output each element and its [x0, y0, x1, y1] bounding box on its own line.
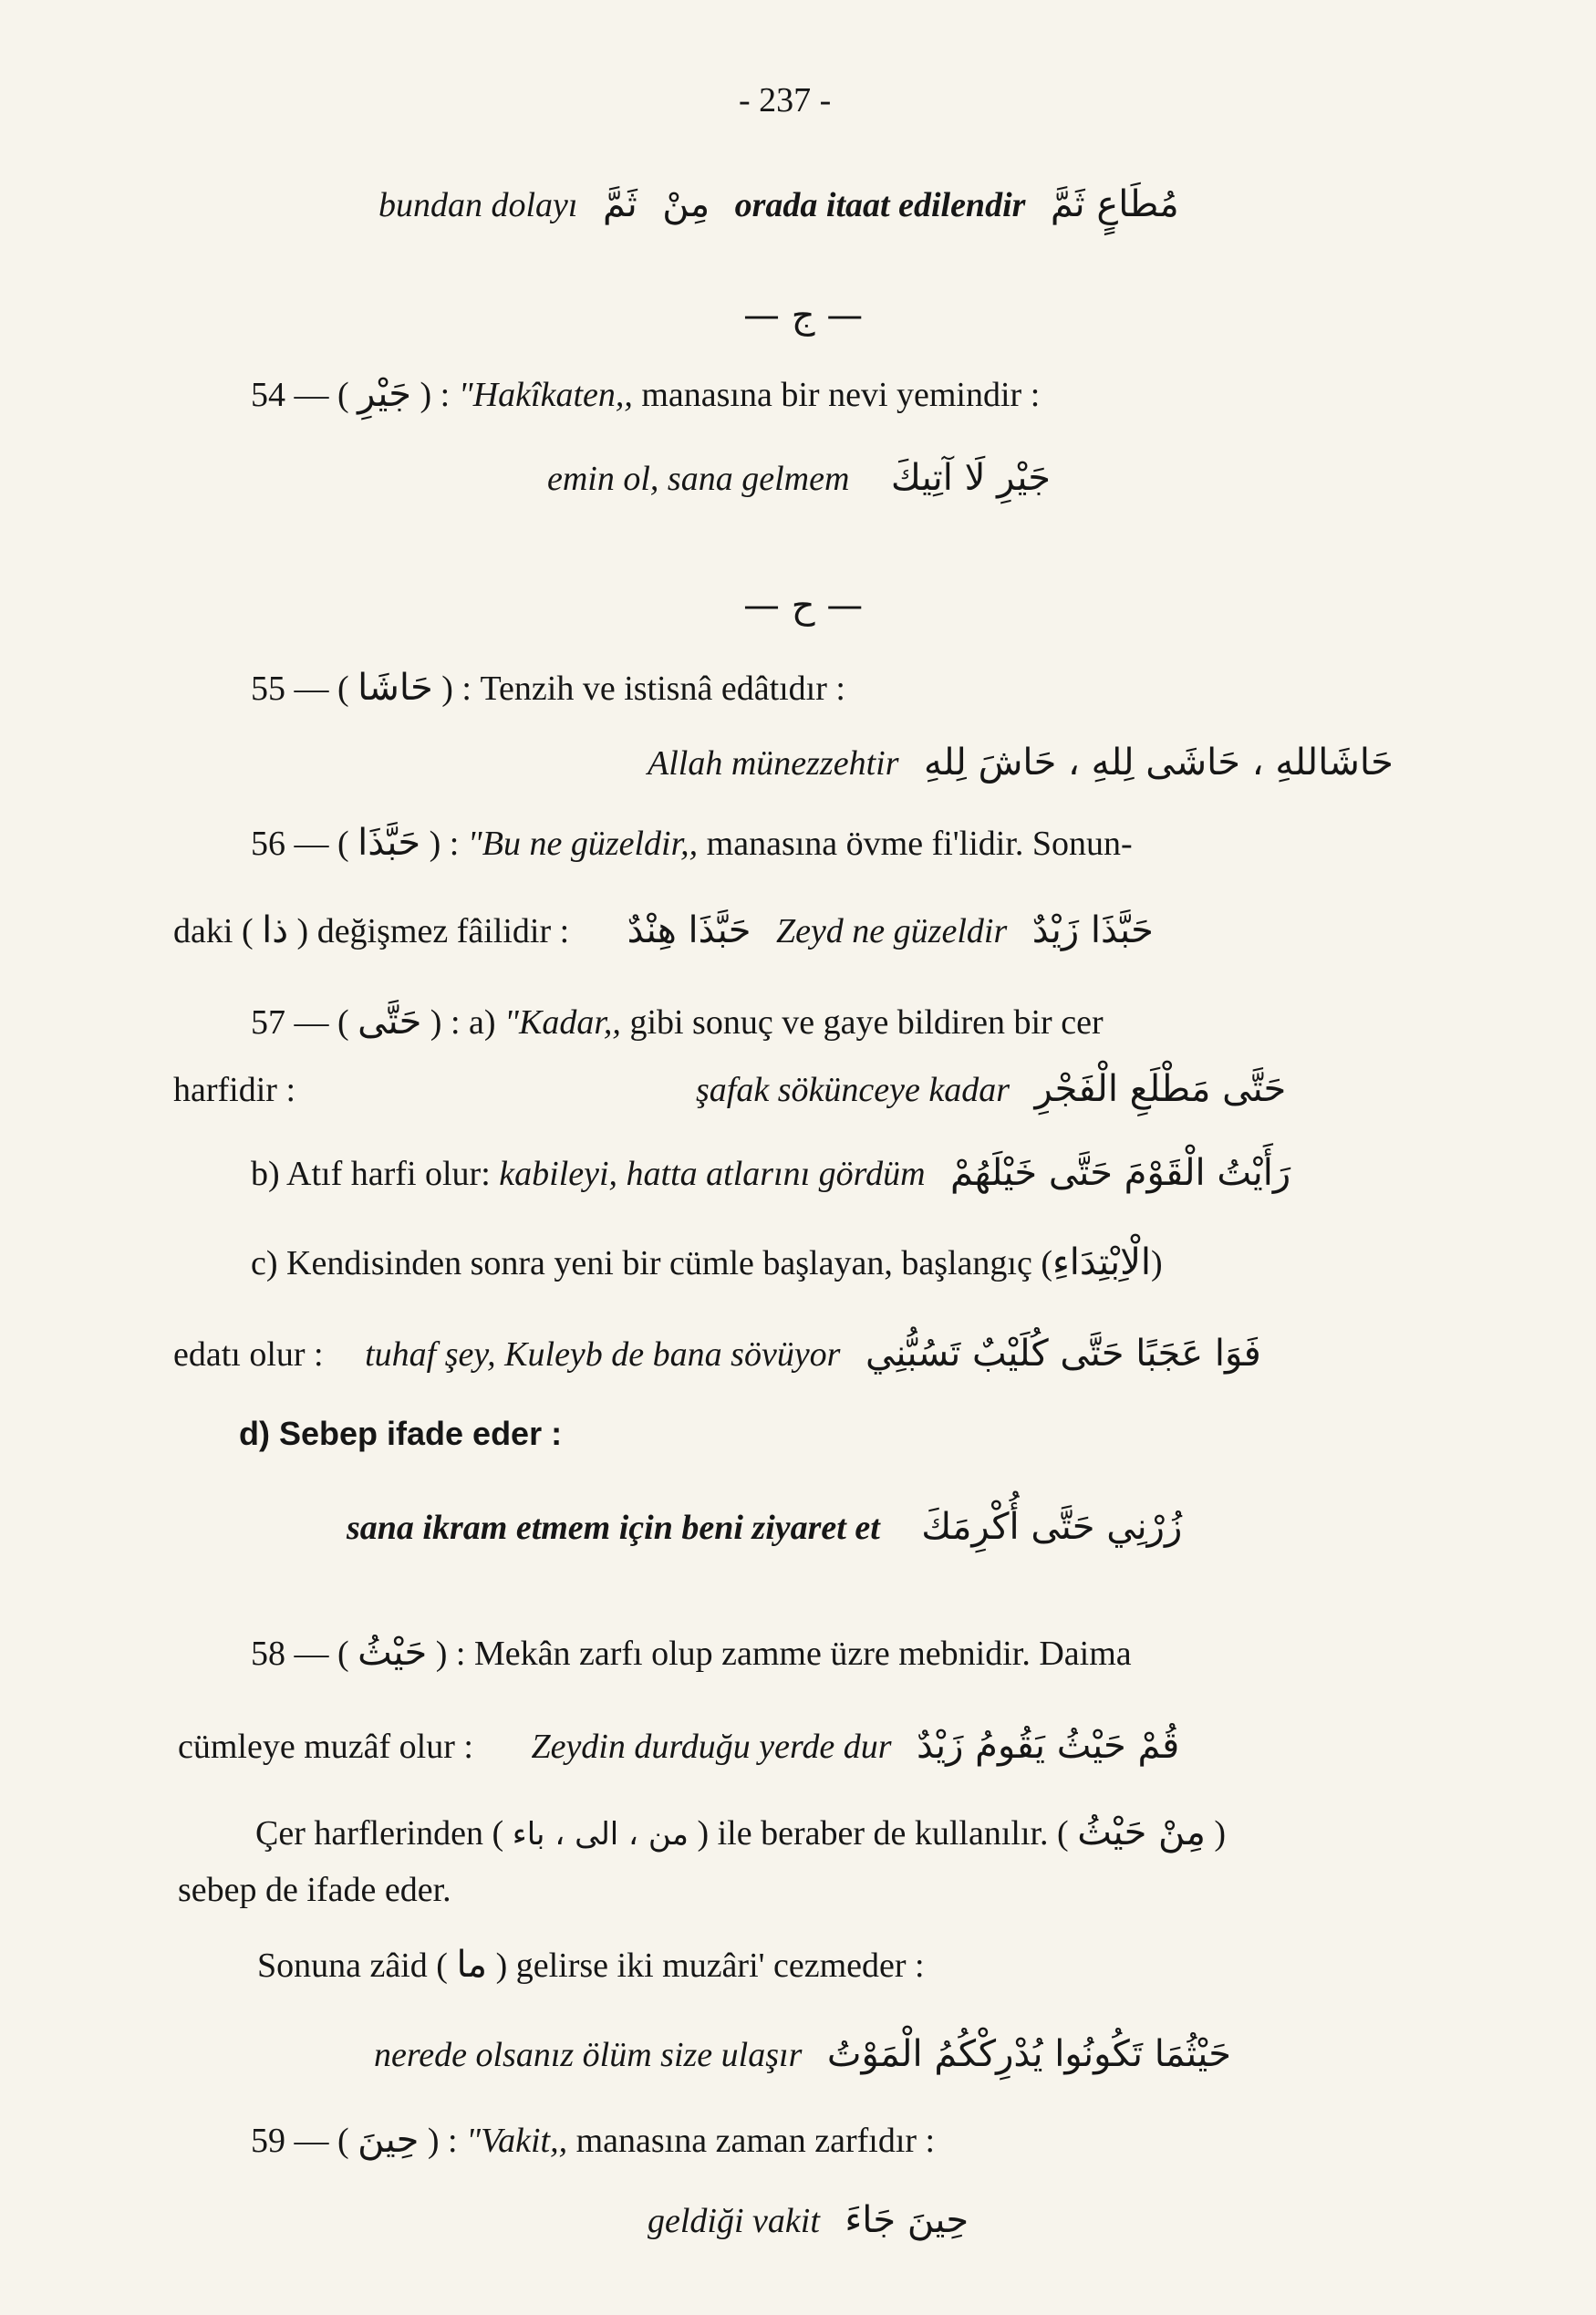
entry-57c: c) Kendisinden sonra yeni bir cümle başlayan, başlangıç (الْاِبْتِدَاءِ): [251, 1241, 1163, 1283]
definition: Tenzih ve istisnâ edâtıdır :: [480, 670, 845, 708]
entry-59-head: 59 — ( حِينَ ) : "Vakit,, manasına zaman zarfıdır :: [251, 2119, 936, 2161]
arabic-example: حَبَّذَا هِنْدٌ: [627, 909, 751, 951]
text: c) Kendisinden sonra yeni bir cümle başlayan, başlangıç: [251, 1244, 1032, 1282]
arabic-example: قُمْ حَيْثُ يَقُومُ زَيْدٌ: [917, 1725, 1180, 1767]
translation: bundan dolayı: [378, 186, 578, 224]
gloss: "Kadar,,: [504, 1003, 621, 1042]
entry-58-line6: [374, 2032, 1231, 2077]
arabic-example: حَبَّذَا زَيْدٌ: [1031, 909, 1154, 951]
text: Sonuna zâid (: [257, 1946, 448, 1985]
translation: Allah münezzehtir: [648, 744, 899, 783]
translation: Zeyd ne güzeldir: [775, 912, 1008, 950]
text: d) Sebep ifade eder :: [239, 1415, 563, 1452]
entry-58-line3: [255, 1811, 1226, 1855]
entry-54-head: 54 — ( جَيْرِ ) : "Hakîkaten,, manasına bir nevi yemindir :: [251, 373, 1041, 415]
entry-57c-example: [173, 1332, 1261, 1376]
text: edatı olur :: [173, 1335, 324, 1374]
entry-term: حَبَّذَا: [358, 822, 421, 864]
arabic-example: جَيْرِ لَا آتِيكَ: [890, 457, 1052, 499]
arabic-example: حَاشَاللهِ ، حَاشَى لِلهِ ، حَاشَ لِلهِ: [923, 742, 1394, 784]
arabic-word: ما: [456, 1944, 488, 1986]
entry-term: حَيْثُ: [358, 1632, 428, 1674]
arabic-word: مِنْ: [662, 183, 710, 225]
text: Çer harflerinden (: [255, 1814, 504, 1853]
definition: manasına bir nevi yemindir :: [641, 376, 1041, 414]
entry-number: 55 —: [251, 670, 329, 708]
definition: gibi sonuç ve gaye bildiren bir cer: [629, 1003, 1104, 1042]
text: daki: [173, 912, 233, 950]
entry-number: 58 —: [251, 1635, 329, 1673]
entry-57a-example: [173, 1067, 1286, 1112]
text: ): [1214, 1814, 1227, 1853]
section-heading-jim: — ج —: [743, 295, 864, 337]
entry-number: 54 —: [251, 376, 329, 414]
text: ) ile beraber de kullanılır. (: [697, 1814, 1069, 1853]
entry-58-line2: [178, 1724, 1179, 1769]
translation: nerede olsanız ölüm size ulaşır: [374, 2036, 803, 2074]
text: sebep de ifade eder.: [178, 1871, 451, 1909]
arabic-example: مُطَاعٍ ثَمَّ: [1050, 183, 1179, 225]
arabic-example: فَوَا عَجَبًا حَتَّى كُلَيْبٌ تَسُبُّنِي: [865, 1333, 1261, 1375]
entry-term: حِينَ: [358, 2119, 420, 2161]
arabic-example: حَيْثُمَا تَكُونُوا يُدْرِكْكُمُ الْمَوْتُ: [826, 2033, 1231, 2075]
arabic-example: زُرْنِي حَتَّى أُكْرِمَكَ: [921, 1506, 1183, 1548]
section-heading-ha: — ح —: [743, 585, 864, 627]
arabic-word: ذا: [262, 909, 289, 951]
arabic-word: ثَمَّ: [602, 183, 637, 225]
entry-55-head: 55 — ( حَاشَا ) : Tenzih ve istisnâ edâtıdır :: [251, 667, 845, 709]
translation: emin ol, sana gelmem: [547, 460, 850, 498]
text: cümleye muzâf olur :: [178, 1728, 473, 1766]
translation: tuhaf şey, Kuleyb de bana sövüyor: [365, 1335, 841, 1374]
entry-54-example: [547, 456, 1051, 501]
translation: geldiği vakit: [648, 2202, 820, 2240]
arabic-word: من ، الى ، باء: [512, 1816, 689, 1853]
arabic-example: حَتَّى مَطْلَعِ الْفَجْرِ: [1034, 1068, 1287, 1110]
arabic-word: مِنْ حَيْثُ: [1077, 1812, 1206, 1853]
entry-57-head: 57 — ( حَتَّى ) : a) "Kadar,, gibi sonuç ve gaye bildiren bir cer: [251, 1001, 1104, 1043]
translation: orada itaat edilendir: [734, 186, 1026, 224]
entry-59-example: [648, 2198, 969, 2243]
arabic-example: حِينَ جَاءَ: [845, 2199, 969, 2241]
translation: şafak sökünceye kadar: [696, 1071, 1010, 1109]
definition: manasına zaman zarfıdır :: [575, 2122, 936, 2160]
entry-57b: [251, 1151, 1290, 1196]
gloss: "Hakîkaten,,: [458, 376, 633, 414]
entry-number: 59 —: [251, 2122, 329, 2160]
entry-number: 56 —: [251, 825, 329, 863]
entry-term: حَاشَا: [358, 667, 433, 709]
entry-58-head: 58 — ( حَيْثُ ) : Mekân zarfı olup zamme üzre mebnidir. Daima: [251, 1632, 1132, 1674]
text: ) gelirse iki muzâri' cezmeder :: [495, 1946, 925, 1985]
entry-56-head: 56 — ( حَبَّذَا ) : "Bu ne güzeldir,, manasına övme fi'lidir. Sonun-: [251, 822, 1133, 864]
entry-57d: [239, 1414, 562, 1453]
gloss: "Bu ne güzeldir,,: [467, 825, 699, 863]
arabic-word: الْاِبْتِدَاءِ: [1052, 1241, 1152, 1283]
translation: sana ikram etmem için beni ziyaret et: [347, 1509, 880, 1547]
translation: kabileyi, hatta atlarını gördüm: [499, 1155, 926, 1193]
entry-56-line2: daki ( ذا ) değişmez fâilidir : حَبَّذَا هِنْدٌ Zeyd ne güzeldir حَبَّذَا زَيْدٌ: [173, 909, 1154, 951]
entry-58-line4: [178, 1870, 451, 1912]
page-number: - 237 -: [739, 81, 832, 119]
entry-term: حَتَّى: [358, 1001, 422, 1043]
text: b) Atıf harfi olur:: [251, 1155, 491, 1193]
top-example-line: [378, 182, 1179, 227]
entry-55-example: [648, 741, 1394, 785]
entry-57d-example: [347, 1505, 1182, 1550]
translation: Zeydin durduğu yerde dur: [531, 1728, 892, 1766]
text: a): [469, 1003, 496, 1042]
arabic-example: رَأَيْتُ الْقَوْمَ حَتَّى خَيْلَهُمْ: [950, 1152, 1291, 1194]
entry-58-line5: [257, 1943, 925, 1988]
entry-term: جَيْرِ: [358, 373, 412, 415]
gloss: "Vakit,,: [466, 2122, 568, 2160]
entry-number: 57 —: [251, 1003, 329, 1042]
text: harfidir :: [173, 1071, 296, 1109]
text: değişmez fâilidir :: [316, 912, 570, 950]
definition: manasına övme fi'lidir. Sonun-: [706, 825, 1133, 863]
definition: Mekân zarfı olup zamme üzre mebnidir. Daima: [473, 1635, 1132, 1673]
